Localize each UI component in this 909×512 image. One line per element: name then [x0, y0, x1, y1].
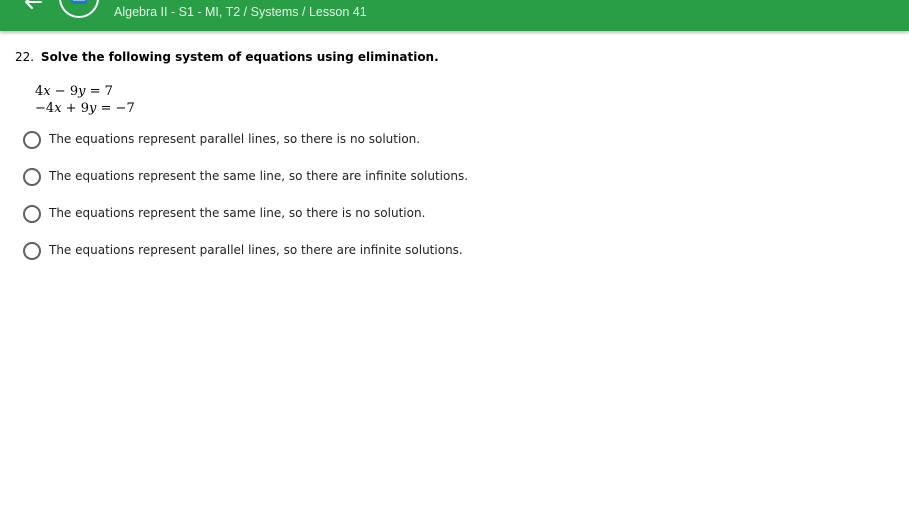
answer-option-label: The equations represent parallel lines, so there are infinite solutions. [49, 243, 463, 257]
course-book-icon [70, 0, 88, 9]
question-number: 22. [15, 50, 35, 64]
top-bar [0, 0, 909, 31]
course-icon-button[interactable] [59, 0, 99, 18]
breadcrumb[interactable]: Algebra II - S1 - MI, T2 / Systems / Lesson 41 [114, 5, 367, 19]
radio-button[interactable] [23, 205, 41, 223]
answer-option-label: The equations represent parallel lines, so there is no solution. [49, 132, 421, 146]
question-header [15, 50, 439, 64]
question-prompt: Solve the following system of equations using elimination. [40, 50, 439, 64]
answer-option-label: The equations represent the same line, so there is no solution. [49, 206, 426, 220]
back-button[interactable] [22, 0, 44, 12]
answer-option[interactable] [23, 204, 468, 241]
answer-option[interactable] [23, 130, 468, 167]
answer-option[interactable] [23, 167, 468, 204]
equation-2: −4x + 9y = −7 [35, 101, 135, 116]
equation-system [35, 83, 135, 117]
answer-option[interactable] [23, 241, 468, 278]
answer-options [23, 130, 468, 278]
radio-button[interactable] [23, 168, 41, 186]
answer-option-label: The equations represent the same line, so there are infinite solutions. [49, 169, 469, 183]
equation-1: 4x − 9y = 7 [35, 84, 113, 99]
radio-button[interactable] [23, 242, 41, 260]
arrow-left-icon [24, 0, 42, 13]
radio-button[interactable] [23, 131, 41, 149]
